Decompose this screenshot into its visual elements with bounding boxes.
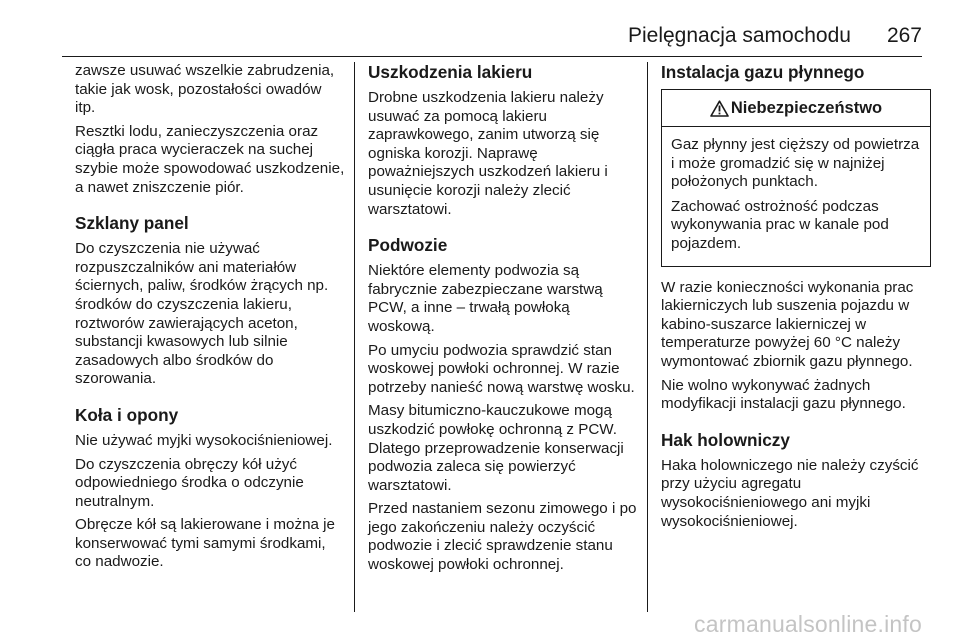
danger-box-header	[662, 90, 930, 127]
page-number: 267	[886, 24, 922, 47]
section-heading-tow-hook: Hak holowniczy	[661, 429, 790, 450]
paragraph: Nie używać myjki wysokociśnieniowej.	[75, 431, 333, 449]
paragraph: Drobne uszkodzenia lakieru należy usuwać za pomocą lakieru zaprawkowego, zanim utworzą się ogniska korozji. Naprawę poważniejszych uszkodzeń lakieru i usunięcie korozji należy zlecić warsztatowi.	[368, 89, 608, 218]
paragraph: Obręcze kół są lakierowane i można je konserwować tymi samymi środkami, co nadwozie.	[75, 516, 335, 571]
danger-box	[661, 89, 931, 267]
danger-box-body	[662, 127, 930, 266]
section-heading-glass: Szklany panel	[75, 213, 189, 234]
paragraph: Zachować ostrożność podczas wykonywania prac w kanale pod pojazdem.	[671, 197, 889, 252]
paragraph: zawsze usuwać wszelkie zabrudzenia, takie jak wosk, pozostałości owadów itp.	[75, 62, 335, 117]
column-1	[75, 62, 345, 612]
paragraph: Po umyciu podwozia sprawdzić stan woskowej powłoki ochronnej. W razie potrzeby nanieść nową warstwę wosku.	[368, 341, 635, 396]
paragraph: W razie konieczności wykonania prac lakierniczych lub suszenia pojazdu w kabino-suszarce lakierniczej w temperaturze powyżej 60 °C należy wymontować zbiornik gazu płynnego.	[661, 278, 914, 370]
watermark: carmanualsonline.info	[694, 611, 922, 637]
paragraph: Nie wolno wykonywać żadnych modyfikacji instalacji gazu płynnego.	[661, 376, 906, 413]
column-2	[368, 62, 638, 612]
paragraph: Gaz płynny jest cięższy od powietrza i może gromadzić się w najniżej położonych punktach.	[671, 136, 920, 191]
column-divider-2	[647, 62, 648, 612]
paragraph: Niektóre elementy podwozia są fabrycznie zabezpieczane warstwą PCW, a inne – trwałą powłoką woskową.	[368, 262, 603, 335]
column-divider-1	[354, 62, 355, 612]
paragraph: Do czyszczenia obręczy kół użyć odpowiedniego środka o odczynie neutralnym.	[75, 455, 304, 510]
column-3	[661, 62, 931, 612]
chapter-title: Pielęgnacja samochodu	[627, 24, 851, 47]
paragraph: Resztki lodu, zanieczyszczenia oraz ciągła praca wycieraczek na suchej szybie może spowodować uszkodzenie, a nawet zniszczenie piór.	[75, 122, 345, 196]
section-heading-paint: Uszkodzenia lakieru	[368, 62, 533, 82]
paragraph: Haka holowniczego nie należy czyścić przy użyciu agregatu wysokociśnieniowego ani myjki wysokociśnieniowej.	[661, 456, 919, 530]
paragraph: Przed nastaniem sezonu zimowego i po jego zakończeniu należy oczyścić podwozie i zlecić sprawdzenie stanu woskowej powłoki ochronnej.	[368, 500, 637, 574]
page-header	[62, 24, 922, 54]
warning-triangle-icon	[710, 100, 729, 117]
section-heading-lpg: Instalacja gazu płynnego	[661, 62, 865, 82]
paragraph: Masy bitumiczno-kauczukowe mogą uszkodzić powłokę ochronną z PCW. Dlatego przeprowadzenie konserwacji podwozia zaleca się powierzyć warsztatowi.	[368, 402, 624, 494]
section-heading-wheels: Koła i opony	[75, 404, 179, 425]
danger-box-title: Niebezpieczeństwo	[730, 98, 883, 117]
paragraph: Do czyszczenia nie używać rozpuszczalników ani materiałów ściernych, paliw, środków żrących np. środków do czyszczenia lakieru, roztworów zawierających aceton, substancji kwasowych lub silnie zasadowych albo środków do szorowania.	[75, 240, 329, 388]
header-divider	[62, 56, 922, 57]
section-heading-underbody: Podwozie	[368, 235, 448, 256]
